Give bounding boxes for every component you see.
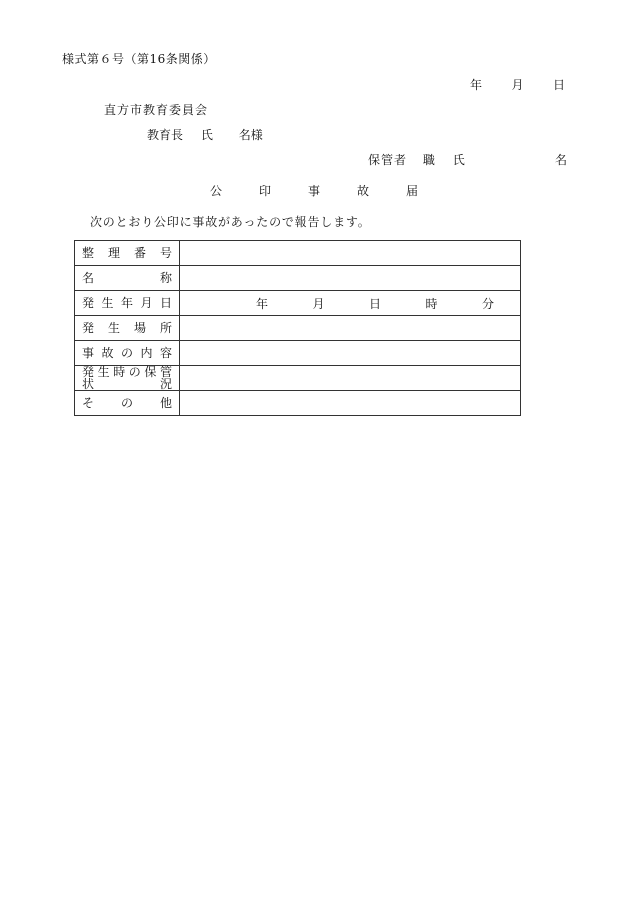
date-day-marker: 日 [552, 78, 565, 92]
addressee-organization: 直方市教育委員会 [104, 103, 209, 117]
seal-name-field[interactable] [180, 266, 521, 291]
occurrence-datetime-field[interactable]: 年 月 日 時 分 [180, 291, 521, 316]
table-row [75, 266, 521, 291]
addressee-person [147, 129, 263, 141]
storage-status-field[interactable] [180, 366, 521, 391]
holder-position-marker: 職 [422, 153, 435, 167]
label-cell: 事 故 の 内 容 [75, 341, 180, 366]
form-number-label: 様式第６号（第16条関係） [62, 52, 216, 66]
management-number-field[interactable] [180, 241, 521, 266]
table-row [75, 366, 521, 391]
label-cell: 発 生 場 所 [75, 316, 180, 341]
date-line [470, 79, 565, 91]
holder-name-marker: 氏 [452, 153, 465, 167]
label-cell: 発 生 年 月 日 [75, 291, 180, 316]
table-row [75, 291, 521, 316]
addressee-name-marker: 氏 [200, 128, 213, 142]
title-char: 届 [405, 184, 418, 198]
label-cell: 名 称 [75, 266, 180, 291]
label-cell: 発 生 時 の 保 管 状 況 [75, 366, 180, 391]
holder-line [368, 154, 567, 166]
holder-label: 保管者 [368, 153, 408, 167]
title-char: 公 [210, 184, 223, 198]
occurrence-place-field[interactable] [180, 316, 521, 341]
table-row [75, 316, 521, 341]
title-char: 事 [307, 184, 320, 198]
date-year-marker: 年 [470, 78, 483, 92]
intro-text: 次のとおり公印に事故があったので報告します。 [90, 215, 371, 229]
table-row [75, 341, 521, 366]
holder-name-suffix: 名 [554, 153, 567, 167]
incident-details-field[interactable] [180, 341, 521, 366]
addressee-honorific: 名様 [238, 128, 263, 142]
title-char: 故 [356, 184, 369, 198]
addressee-title: 教育長 [147, 128, 184, 142]
table-row [75, 241, 521, 266]
table-row [75, 391, 521, 416]
date-month-marker: 月 [511, 78, 524, 92]
document-title [210, 185, 418, 197]
label-cell: 整 理 番 号 [75, 241, 180, 266]
report-table [74, 240, 521, 416]
label-cell: そ の 他 [75, 391, 180, 416]
other-notes-field[interactable] [180, 391, 521, 416]
title-char: 印 [258, 184, 271, 198]
